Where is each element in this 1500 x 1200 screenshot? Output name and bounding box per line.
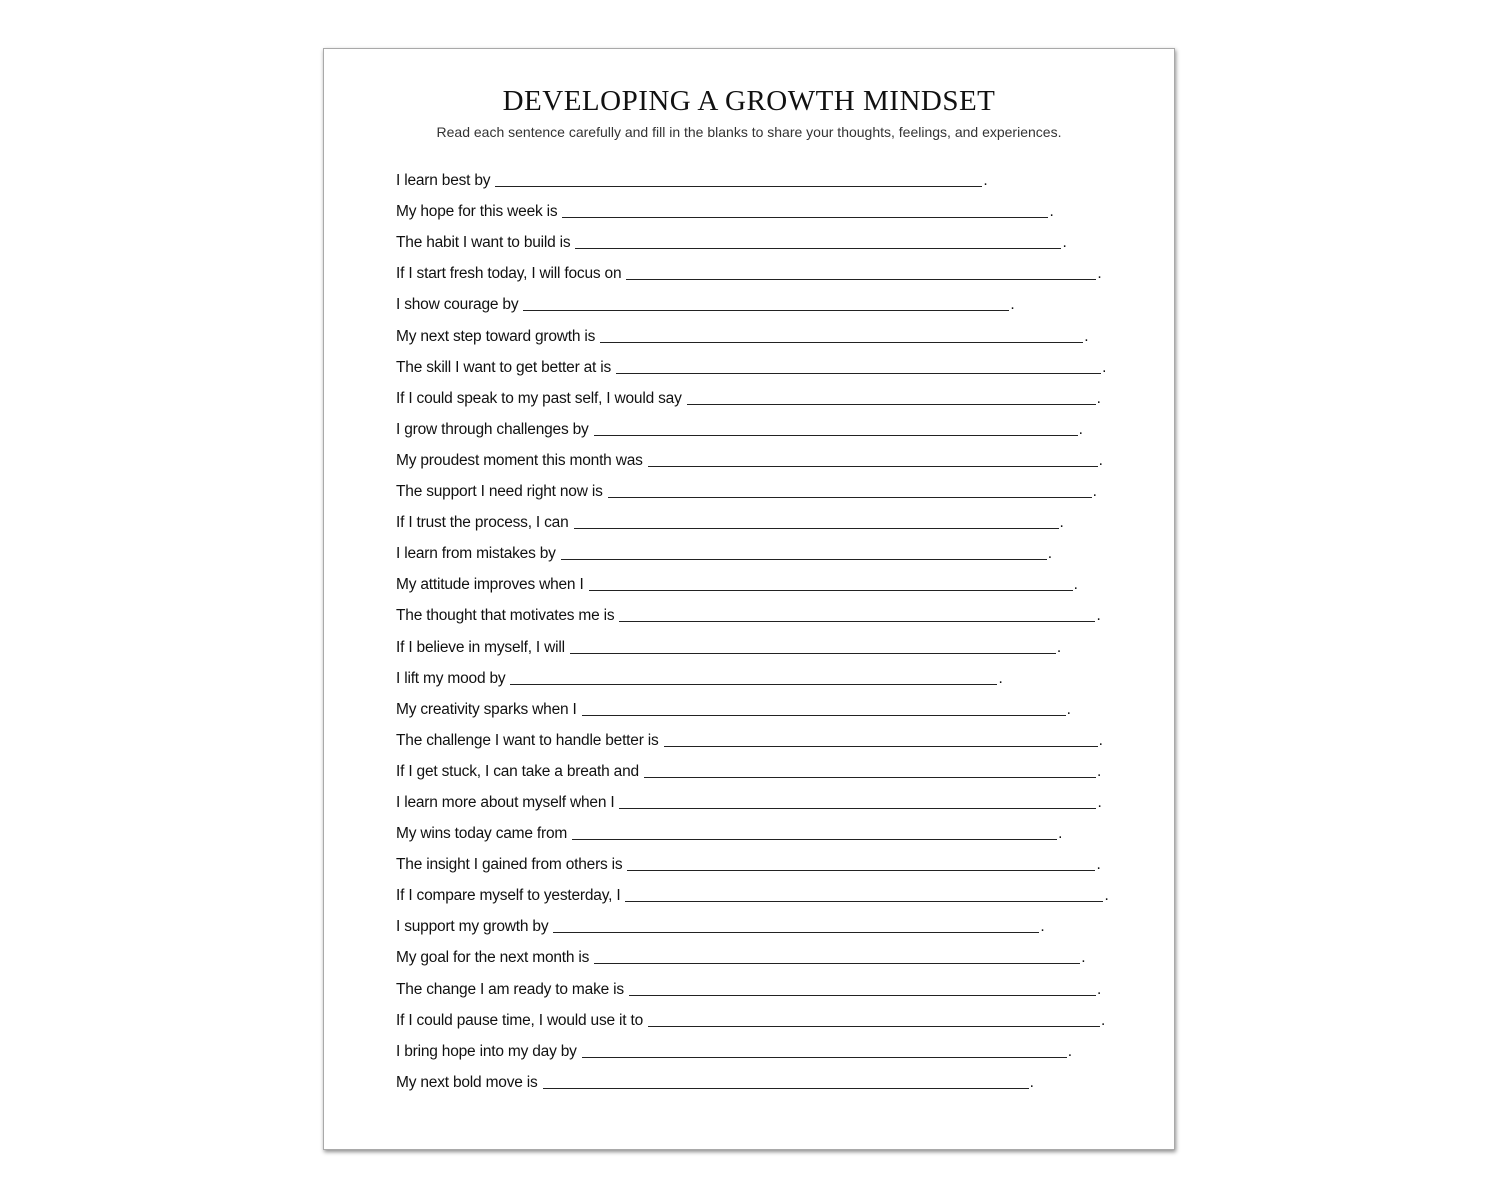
prompt-row [396,719,1116,750]
answer-blank[interactable] [648,1025,1100,1027]
prompt-text: I support my growth by [396,918,549,936]
answer-blank[interactable] [543,1087,1029,1089]
answer-blank[interactable] [510,683,997,685]
line-end-period: . [1010,296,1015,314]
answer-blank[interactable] [553,931,1039,933]
line-end-period: . [1081,949,1086,967]
prompt-text: I bring hope into my day by [396,1042,577,1060]
answer-blank[interactable] [629,994,1096,996]
line-end-period: . [1101,1011,1106,1029]
answer-blank[interactable] [570,652,1056,654]
line-end-period: . [1096,856,1101,874]
prompt-text: My wins today came from [396,825,568,843]
answer-blank[interactable] [616,372,1101,374]
prompt-row [396,999,1116,1030]
answer-blank[interactable] [648,465,1098,467]
answer-blank[interactable] [594,962,1080,964]
prompt-row [396,657,1116,688]
prompt-list [396,159,1116,1092]
prompt-text: If I get stuck, I can take a breath and [396,762,639,780]
prompt-row [396,221,1116,252]
prompt-text: My creativity sparks when I [396,700,577,718]
prompt-text: The challenge I want to handle better is [396,731,659,749]
prompt-row [396,501,1116,532]
prompt-text: The thought that motivates me is [396,607,615,625]
answer-blank[interactable] [608,496,1092,498]
line-end-period: . [1058,825,1063,843]
prompt-text: If I believe in myself, I will [396,638,565,656]
line-end-period: . [1062,234,1067,252]
answer-blank[interactable] [625,900,1103,902]
answer-blank[interactable] [664,745,1098,747]
answer-blank[interactable] [619,807,1096,809]
prompt-row [396,283,1116,314]
line-end-period: . [1096,389,1101,407]
line-end-period: . [1029,1073,1034,1091]
answer-blank[interactable] [594,434,1078,436]
line-end-period: . [1096,980,1102,998]
prompt-text: My next bold move is [396,1073,538,1091]
line-end-period: . [1097,265,1102,283]
line-end-period: . [1059,514,1064,532]
prompt-text: If I could speak to my past self, I would say [396,389,682,407]
prompt-row [396,781,1116,812]
prompt-text: I grow through challenges by [396,420,589,438]
answer-blank[interactable] [574,527,1059,529]
line-end-period: . [1047,545,1053,563]
answer-blank[interactable] [687,403,1096,405]
answer-blank[interactable] [523,309,1009,311]
prompt-text: The insight I gained from others is [396,856,623,874]
prompt-row [396,252,1116,283]
prompt-text: If I trust the process, I can [396,514,569,532]
prompt-row [396,967,1116,998]
prompt-text: The skill I want to get better at is [396,358,612,376]
prompt-text: My goal for the next month is [396,949,590,967]
line-end-period: . [1096,762,1102,780]
line-end-period: . [1098,451,1103,469]
answer-blank[interactable] [582,1056,1067,1058]
answer-blank[interactable] [572,838,1057,840]
line-end-period: . [1092,483,1097,501]
answer-blank[interactable] [626,278,1096,280]
line-end-period: . [1056,638,1062,656]
prompt-row [396,843,1116,874]
line-end-period: . [1078,420,1083,438]
line-end-period: . [1066,700,1071,718]
prompt-row [396,1061,1116,1092]
prompt-text: If I could pause time, I would use it to [396,1011,644,1029]
line-end-period: . [1096,607,1101,625]
prompt-row [396,377,1116,408]
prompt-row [396,750,1116,781]
answer-blank[interactable] [627,869,1095,871]
answer-blank[interactable] [562,216,1048,218]
worksheet-page [323,48,1175,1150]
prompt-row [396,439,1116,470]
prompt-row [396,563,1116,594]
line-end-period: . [1102,358,1107,376]
prompt-row [396,346,1116,377]
prompt-text: I lift my mood by [396,669,506,687]
prompt-row [396,159,1116,190]
line-end-period: . [1067,1042,1073,1060]
line-end-period: . [1049,203,1054,221]
line-end-period: . [983,172,988,190]
prompt-text: If I start fresh today, I will focus on [396,265,622,283]
prompt-row [396,470,1116,501]
answer-blank[interactable] [589,589,1073,591]
answer-blank[interactable] [561,558,1047,560]
answer-blank[interactable] [600,341,1083,343]
line-end-period: . [1073,576,1078,594]
worksheet-instructions: Read each sentence carefully and fill in the blanks to share your thoughts, feelings, and experiences. [436,124,1062,140]
prompt-text: If I compare myself to yesterday, I [396,887,621,905]
prompt-row [396,625,1116,656]
prompt-row [396,532,1116,563]
prompt-row [396,688,1116,719]
prompt-row [396,314,1116,345]
prompt-text: The habit I want to build is [396,234,571,252]
answer-blank[interactable] [582,714,1066,716]
prompt-row [396,936,1116,967]
prompt-text: My next step toward growth is [396,327,596,345]
line-end-period: . [1097,793,1102,811]
answer-blank[interactable] [619,620,1095,622]
line-end-period: . [998,669,1003,687]
prompt-row [396,594,1116,625]
worksheet-title: DEVELOPING A GROWTH MINDSET [502,85,996,117]
prompt-text: I learn more about myself when I [396,793,615,811]
line-end-period: . [1040,918,1045,936]
prompt-text: My attitude improves when I [396,576,584,594]
prompt-row [396,812,1116,843]
prompt-text: I show courage by [396,296,519,314]
line-end-period: . [1084,327,1089,345]
answer-blank[interactable] [495,185,982,187]
prompt-row [396,874,1116,905]
line-end-period: . [1098,731,1103,749]
line-end-period: . [1104,887,1109,905]
prompt-row [396,408,1116,439]
answer-blank[interactable] [575,247,1061,249]
answer-blank[interactable] [644,776,1096,778]
prompt-row [396,905,1116,936]
prompt-text: The change I am ready to make is [396,980,624,998]
prompt-text: My hope for this week is [396,203,558,221]
prompt-text: I learn best by [396,172,491,190]
prompt-row [396,190,1116,221]
prompt-text: My proudest moment this month was [396,451,643,469]
prompt-text: I learn from mistakes by [396,545,556,563]
prompt-text: The support I need right now is [396,483,603,501]
prompt-row [396,1030,1116,1061]
